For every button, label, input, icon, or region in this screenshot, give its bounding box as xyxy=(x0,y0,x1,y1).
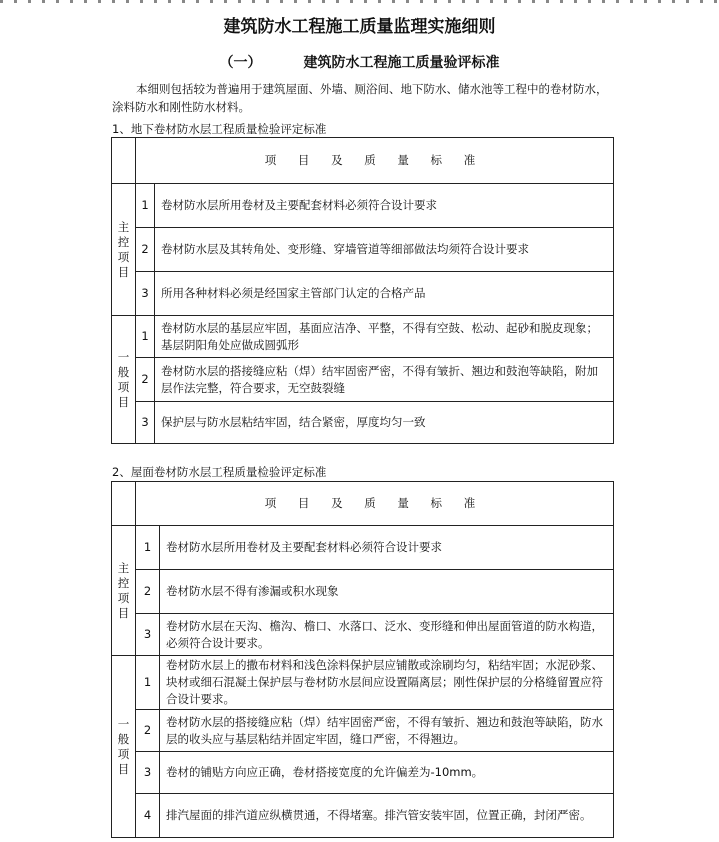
item-text: 所用各种材料必须是经国家主管部门认定的合格产品 xyxy=(155,272,614,316)
item-number: 3 xyxy=(136,614,160,656)
item-text: 卷材的铺贴方向应正确，卷材搭接宽度的允许偏差为-10mm。 xyxy=(160,752,614,794)
table-corner-cell xyxy=(112,138,136,184)
table-corner-cell xyxy=(112,482,136,526)
item-text: 卷材防水层不得有渗漏或积水现象 xyxy=(160,570,614,614)
item-number: 3 xyxy=(136,402,155,444)
item-text: 卷材防水层的搭接缝应粘（焊）结牢固密严密，不得有皱折、翘边和鼓泡等缺陷，防水层的收头应与基层粘结并固定牢固，缝口严密，不得翘边。 xyxy=(160,710,614,752)
table-header-row xyxy=(112,482,614,526)
intro-text: 本细则包括较为普遍用于建筑屋面、外墙、厕浴间、地下防水、储水池等工程中的卷材防水，涂料防水和刚性防水材料。 xyxy=(112,82,608,114)
general-items-label: 一 般 项 目 xyxy=(112,316,136,444)
table-header: 项 目 及 质 量 标 准 xyxy=(136,138,614,184)
main-items-label: 主 控 项 目 xyxy=(112,184,136,316)
main-items-label: 主 控 项 目 xyxy=(112,526,136,656)
standard-table-1 xyxy=(111,137,614,444)
page-top-border xyxy=(0,0,719,5)
table-row xyxy=(112,402,614,444)
item-number: 2 xyxy=(136,228,155,272)
section-title-2: 2、屋面卷材防水层工程质量检验评定标准 xyxy=(112,465,327,479)
subtitle-text: 建筑防水工程施工质量验评标准 xyxy=(303,55,500,71)
item-text: 卷材防水层上的撒布材料和浅色涂料保护层应铺散或涂刷均匀，粘结牢固；水泥砂浆、块材或细石混凝土保护层与卷材防水层间应设置隔离层；刚性保护层的分格缝留置应符合设计要求。 xyxy=(160,656,614,710)
item-text: 卷材防水层所用卷材及主要配套材料必须符合设计要求 xyxy=(160,526,614,570)
item-number: 1 xyxy=(136,184,155,228)
document-subtitle xyxy=(0,52,719,72)
item-text: 排汽屋面的排汽道应纵横贯通，不得堵塞。排汽管安装牢固，位置正确，封闭严密。 xyxy=(160,794,614,838)
subtitle-number: （一） xyxy=(219,55,262,71)
section-title-1: 1、地下卷材防水层工程质量检验评定标准 xyxy=(112,122,327,136)
table-row xyxy=(112,316,614,358)
table-row xyxy=(112,656,614,710)
item-text: 保护层与防水层粘结牢固，结合紧密，厚度均匀一致 xyxy=(155,402,614,444)
item-number: 1 xyxy=(136,316,155,358)
standard-table-2 xyxy=(111,481,614,838)
table-row xyxy=(112,272,614,316)
item-number: 3 xyxy=(136,272,155,316)
item-number: 1 xyxy=(136,526,160,570)
item-number: 1 xyxy=(136,656,160,710)
table-row xyxy=(112,614,614,656)
general-items-label: 一 般 项 目 xyxy=(112,656,136,838)
intro-paragraph xyxy=(112,80,612,116)
table-row xyxy=(112,794,614,838)
item-number: 2 xyxy=(136,358,155,402)
item-text: 卷材防水层在天沟、檐沟、檐口、水落口、泛水、变形缝和伸出屋面管道的防水构造，必须符合设计要求。 xyxy=(160,614,614,656)
table-row xyxy=(112,752,614,794)
table-row xyxy=(112,358,614,402)
table-row xyxy=(112,570,614,614)
table-header: 项 目 及 质 量 标 准 xyxy=(136,482,614,526)
item-number: 2 xyxy=(136,570,160,614)
item-text: 卷材防水层及其转角处、变形缝、穿墙管道等细部做法均须符合设计要求 xyxy=(155,228,614,272)
document-title: 建筑防水工程施工质量监理实施细则 xyxy=(223,17,496,37)
item-text: 卷材防水层的搭接缝应粘（焊）结牢固密严密，不得有皱折、翘边和鼓泡等缺陷，附加层作法完整，符合要求，无空鼓裂缝 xyxy=(155,358,614,402)
table-row xyxy=(112,228,614,272)
item-number: 4 xyxy=(136,794,160,838)
item-number: 2 xyxy=(136,710,160,752)
table-header-row xyxy=(112,138,614,184)
table-row xyxy=(112,526,614,570)
item-number: 3 xyxy=(136,752,160,794)
item-text: 卷材防水层的基层应牢固，基面应洁净、平整，不得有空鼓、松动、起砂和脱皮现象；基层阴阳角处应做成圆弧形 xyxy=(155,316,614,358)
table-row xyxy=(112,710,614,752)
item-text: 卷材防水层所用卷材及主要配套材料必须符合设计要求 xyxy=(155,184,614,228)
table-row xyxy=(112,184,614,228)
